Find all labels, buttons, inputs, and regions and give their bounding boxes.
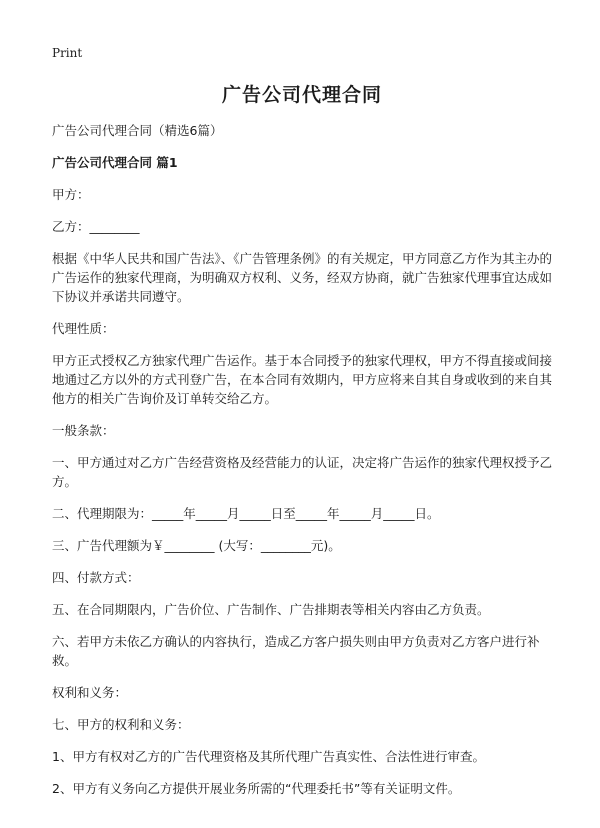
paragraph: 三、广告代理额为￥________ (大写：________元)。	[52, 538, 341, 553]
paragraph: 代理性质：	[52, 321, 115, 336]
paragraph-list	[52, 121, 552, 798]
paragraph: 甲方：	[52, 187, 90, 202]
paragraph: 根据《中华人民共和国广告法》、《广告管理条例》的有关规定，甲方同意乙方作为其主办的广告运作的独家代理商，为明确双方权利、义务，经双方协商，就广告独家代理事宜达成如下协议并承诺共同遵守。	[52, 251, 553, 304]
paragraph: 一、甲方通过对乙方广告经营资格及经营能力的认证，决定将广告运作的独家代理权授予乙方。	[52, 455, 553, 489]
paragraph: 广告公司代理合同（精选6篇）	[52, 123, 223, 138]
paragraph: 乙方：________	[52, 219, 140, 234]
print-link[interactable]: Print	[52, 46, 83, 60]
paragraph: 七、甲方的权利和义务：	[52, 717, 190, 732]
paragraph: 一般条款：	[52, 423, 115, 438]
document-title: 广告公司代理合同	[221, 84, 382, 106]
paragraph: 五、在合同期限内，广告价位、广告制作、广告排期表等相关内容由乙方负责。	[52, 602, 490, 617]
paragraph: 二、代理期限为：_____年_____月_____日至_____年_____月_____日。	[52, 506, 440, 521]
paragraph: 六、若甲方未依乙方确认的内容执行，造成乙方客户损失则由甲方负责对乙方客户进行补救。	[52, 634, 540, 668]
section-heading: 广告公司代理合同 篇1	[52, 155, 178, 170]
paragraph: 1、甲方有权对乙方的广告代理资格及其所代理广告真实性、合法性进行审查。	[52, 749, 485, 764]
paragraph: 2、甲方有义务向乙方提供开展业务所需的“代理委托书”等有关证明文件。	[52, 781, 461, 796]
paragraph: 四、付款方式：	[52, 570, 140, 585]
paragraph: 甲方正式授权乙方独家代理广告运作。基于本合同授予的独家代理权，甲方不得直接或间接地通过乙方以外的方式刊登广告，在本合同有效期内，甲方应将来自其自身或收到的来自其他方的相关广告询价及订单转交给乙方。	[52, 353, 553, 406]
paragraph: 权利和义务：	[52, 685, 128, 700]
document-body	[52, 80, 552, 811]
